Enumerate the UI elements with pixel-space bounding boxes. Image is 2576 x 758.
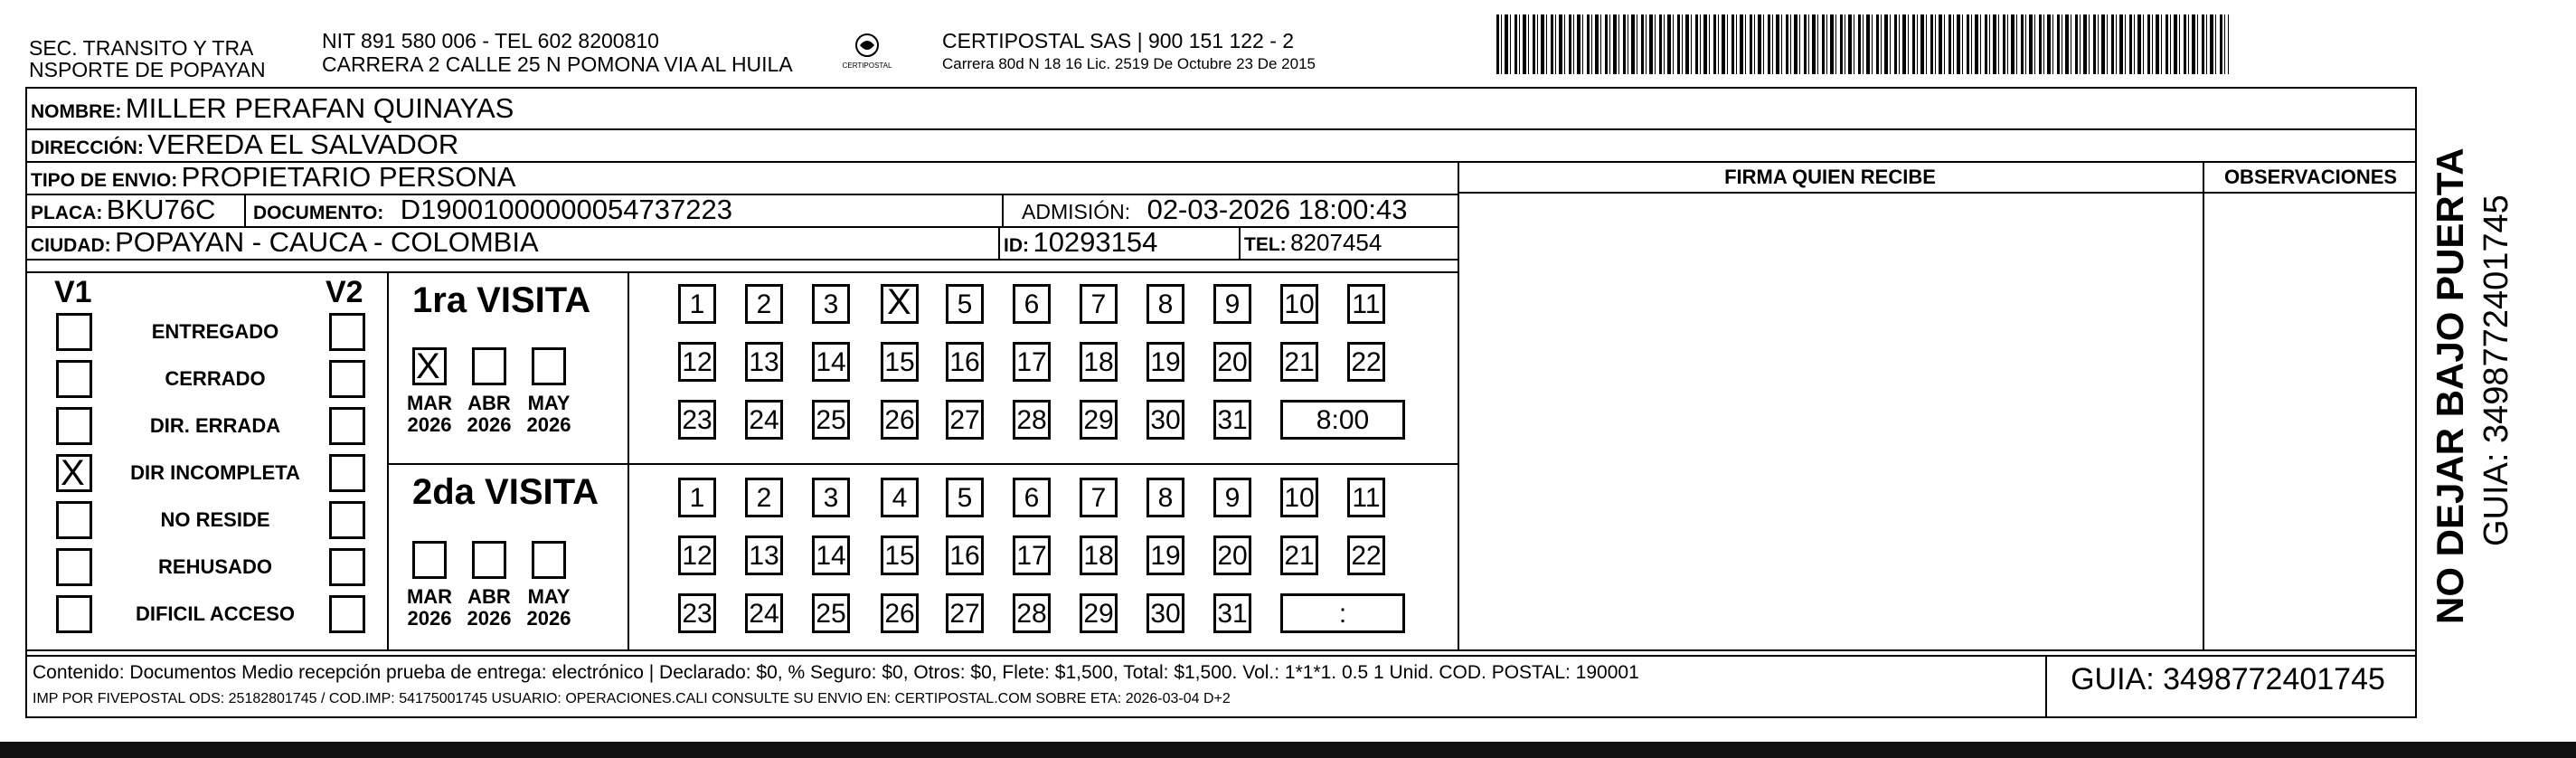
sender-name-line2: NSPORTE DE POPAYAN <box>29 58 266 81</box>
admision-row <box>1022 195 1407 230</box>
tipo-value: PROPIETARIO PERSONA <box>181 161 516 193</box>
day-box[interactable]: 20 <box>1213 342 1251 382</box>
day-box[interactable]: 8 <box>1146 478 1184 517</box>
month-label: MAR 2026 <box>406 392 453 436</box>
v2-label: V2 <box>326 275 363 309</box>
v1-checkbox[interactable] <box>56 595 92 633</box>
id-row <box>1004 228 1157 262</box>
placa-label: PLACA: <box>31 203 103 223</box>
day-box[interactable]: 23 <box>678 593 716 633</box>
day-box[interactable]: 22 <box>1347 342 1385 382</box>
observaciones-area[interactable] <box>2204 194 2417 649</box>
day-box[interactable]: 21 <box>1280 535 1318 575</box>
documento-row <box>253 195 732 230</box>
day-box[interactable]: 2 <box>745 284 783 324</box>
v2-checkbox[interactable] <box>329 595 365 633</box>
tel-row <box>1244 228 1382 261</box>
tel-label: TEL: <box>1244 234 1287 255</box>
day-box[interactable]: 31 <box>1213 400 1251 440</box>
month-checkbox[interactable] <box>472 541 506 579</box>
day-box[interactable]: 16 <box>946 535 984 575</box>
status-label: DIFICIL ACCESO <box>135 602 295 625</box>
contenido-line: Contenido: Documentos Medio recepción prueba de entrega: electrónico | Declarado: $0, % Seguro: $0, Otros: $0, Flete: $1,500, Total: $1,500. Vol.: 1*1*1. 0.5 1 Unid. COD. POSTAL: 190001 <box>33 662 1639 683</box>
no-dejar-bajo-puerta: NO DEJAR BAJO PUERTA <box>2429 147 2471 624</box>
month-label: MAR 2026 <box>406 585 453 630</box>
day-box[interactable]: 17 <box>1013 342 1051 382</box>
check-mark: X <box>416 346 440 386</box>
check-mark: X <box>887 282 911 322</box>
v2-checkbox[interactable] <box>329 313 365 351</box>
day-box[interactable]: 1 <box>678 284 716 324</box>
footer-guia: GUIA: 3498772401745 <box>2071 662 2385 696</box>
day-box[interactable]: 6 <box>1013 284 1051 324</box>
day-box[interactable]: 7 <box>1080 284 1118 324</box>
day-box[interactable]: 30 <box>1146 593 1184 633</box>
certipostal-logo <box>841 25 893 78</box>
v1-label: V1 <box>54 275 92 309</box>
day-box[interactable]: 26 <box>881 593 919 633</box>
v1-checkbox[interactable] <box>56 360 92 398</box>
day-box[interactable]: 11 <box>1347 478 1385 517</box>
month-label: MAY 2026 <box>526 585 571 630</box>
direccion-label: DIRECCIÓN: <box>31 137 144 158</box>
ciudad-row <box>31 228 539 262</box>
day-box[interactable]: 25 <box>812 400 850 440</box>
tipo-row <box>31 163 515 197</box>
day-box[interactable]: 19 <box>1146 535 1184 575</box>
direccion-row <box>31 130 458 165</box>
sender-name-line1: SEC. TRANSITO Y TRA <box>29 36 254 60</box>
day-box[interactable]: 5 <box>946 478 984 517</box>
barcode <box>1496 14 2229 74</box>
bottom-edge <box>0 742 2576 758</box>
day-box[interactable]: 24 <box>745 593 783 633</box>
license-line: Carrera 80d N 18 16 Lic. 2519 De Octubre 23 De 2015 <box>942 55 1316 72</box>
day-box[interactable]: 23 <box>678 400 716 440</box>
v1-checkbox[interactable] <box>56 313 92 351</box>
day-box[interactable]: 20 <box>1213 535 1251 575</box>
day-box[interactable]: 16 <box>946 342 984 382</box>
check-mark: X <box>61 453 85 493</box>
second-visit-label: 2da VISITA <box>412 472 599 512</box>
id-label: ID: <box>1004 235 1029 256</box>
day-box[interactable]: 14 <box>812 535 850 575</box>
v2-checkbox[interactable] <box>329 501 365 539</box>
day-box[interactable]: 1 <box>678 478 716 517</box>
day-box[interactable]: 25 <box>812 593 850 633</box>
day-box[interactable]: 8 <box>1146 284 1184 324</box>
day-box[interactable] <box>881 284 919 324</box>
day-box[interactable]: 18 <box>1080 342 1118 382</box>
day-box[interactable]: 2 <box>745 478 783 517</box>
direccion-value: VEREDA EL SALVADOR <box>147 128 459 160</box>
month-checkbox[interactable] <box>532 541 566 579</box>
tipo-label: TIPO DE ENVIO: <box>31 170 178 191</box>
day-box[interactable]: 12 <box>678 342 716 382</box>
day-box[interactable]: 30 <box>1146 400 1184 440</box>
documento-label: DOCUMENTO: <box>253 203 384 223</box>
v1-checkbox[interactable] <box>56 454 92 492</box>
day-box[interactable]: 3 <box>812 478 850 517</box>
v2-checkbox[interactable] <box>329 548 365 586</box>
day-box[interactable]: 29 <box>1080 400 1118 440</box>
day-box[interactable]: 27 <box>946 593 984 633</box>
day-box[interactable]: 9 <box>1213 284 1251 324</box>
day-box[interactable]: 28 <box>1013 593 1051 633</box>
placa-value: BKU76C <box>106 194 216 225</box>
status-label: NO RESIDE <box>160 508 270 531</box>
month-label: ABR 2026 <box>467 585 512 630</box>
time-box[interactable]: : <box>1280 593 1405 633</box>
day-box[interactable]: 6 <box>1013 478 1051 517</box>
v2-checkbox[interactable] <box>329 407 365 445</box>
status-label: DIR INCOMPLETA <box>130 461 300 484</box>
nit-line: NIT 891 580 006 - TEL 602 8200810 <box>322 29 659 52</box>
side-guia: GUIA: 3498772401745 <box>2477 194 2515 546</box>
month-checkbox[interactable] <box>472 347 506 385</box>
status-label: REHUSADO <box>158 555 272 578</box>
logo-text: CERTIPOSTAL <box>842 62 892 70</box>
day-box[interactable]: 19 <box>1146 342 1184 382</box>
day-box[interactable]: 15 <box>881 342 919 382</box>
day-box[interactable]: 3 <box>812 284 850 324</box>
day-box[interactable]: 29 <box>1080 593 1118 633</box>
nombre-value: MILLER PERAFAN QUINAYAS <box>125 92 514 124</box>
nombre-label: NOMBRE: <box>31 101 122 122</box>
day-box[interactable]: 26 <box>881 400 919 440</box>
day-box[interactable]: 17 <box>1013 535 1051 575</box>
day-box[interactable]: 4 <box>881 478 919 517</box>
tel-value: 8207454 <box>1290 229 1382 256</box>
status-label: DIR. ERRADA <box>149 414 281 437</box>
day-box[interactable]: 10 <box>1280 284 1318 324</box>
status-label: CERRADO <box>165 367 266 390</box>
day-box[interactable]: 13 <box>745 342 783 382</box>
company-line: CERTIPOSTAL SAS | 900 151 122 - 2 <box>942 29 1295 52</box>
day-box[interactable]: 24 <box>745 400 783 440</box>
month-label: MAY 2026 <box>526 392 571 436</box>
nombre-row <box>31 94 514 128</box>
day-box[interactable]: 15 <box>881 535 919 575</box>
ciudad-value: POPAYAN - CAUCA - COLOMBIA <box>115 226 539 258</box>
day-box[interactable]: 9 <box>1213 478 1251 517</box>
day-box[interactable]: 28 <box>1013 400 1051 440</box>
address-line: CARRERA 2 CALLE 25 N POMONA VIA AL HUILA <box>322 52 793 76</box>
v2-checkbox[interactable] <box>329 360 365 398</box>
time-box[interactable]: 8:00 <box>1280 400 1405 440</box>
day-box[interactable]: 31 <box>1213 593 1251 633</box>
day-box[interactable]: 12 <box>678 535 716 575</box>
imp-line: IMP POR FIVEPOSTAL ODS: 25182801745 / COD.IMP: 54175001745 USUARIO: OPERACIONES.CALI CONSULTE SU ENVIO EN: CERTIPOSTAL.COM SOBRE ETA: 2026-03-04 D+2 <box>33 691 1231 706</box>
signature-area[interactable] <box>1459 194 2203 649</box>
ciudad-label: CIUDAD: <box>31 235 111 256</box>
day-box[interactable]: 22 <box>1347 535 1385 575</box>
day-box[interactable]: 10 <box>1280 478 1318 517</box>
month-checkbox[interactable] <box>412 541 447 579</box>
id-value: 10293154 <box>1033 226 1158 258</box>
day-box[interactable]: 7 <box>1080 478 1118 517</box>
first-visit-label: 1ra VISITA <box>412 280 591 320</box>
month-checkbox[interactable] <box>532 347 566 385</box>
admision-value: 02-03-2026 18:00:43 <box>1146 194 1408 225</box>
day-box[interactable]: 13 <box>745 535 783 575</box>
v1-checkbox[interactable] <box>56 548 92 586</box>
month-checkbox[interactable] <box>412 347 447 385</box>
v1-checkbox[interactable] <box>56 501 92 539</box>
month-label: ABR 2026 <box>467 392 512 436</box>
day-box[interactable]: 21 <box>1280 342 1318 382</box>
day-box[interactable]: 11 <box>1347 284 1385 324</box>
day-box[interactable]: 5 <box>946 284 984 324</box>
v1-checkbox[interactable] <box>56 407 92 445</box>
admision-label: ADMISIÓN: <box>1022 200 1131 223</box>
day-box[interactable]: 14 <box>812 342 850 382</box>
placa-row <box>31 195 215 230</box>
documento-value: D19001000000054737223 <box>400 194 732 225</box>
firma-label: FIRMA QUIEN RECIBE <box>1724 166 1936 188</box>
v2-checkbox[interactable] <box>329 454 365 492</box>
day-box[interactable]: 18 <box>1080 535 1118 575</box>
observaciones-label: OBSERVACIONES <box>2223 166 2398 188</box>
day-box[interactable]: 27 <box>946 400 984 440</box>
status-label: ENTREGADO <box>151 320 279 343</box>
